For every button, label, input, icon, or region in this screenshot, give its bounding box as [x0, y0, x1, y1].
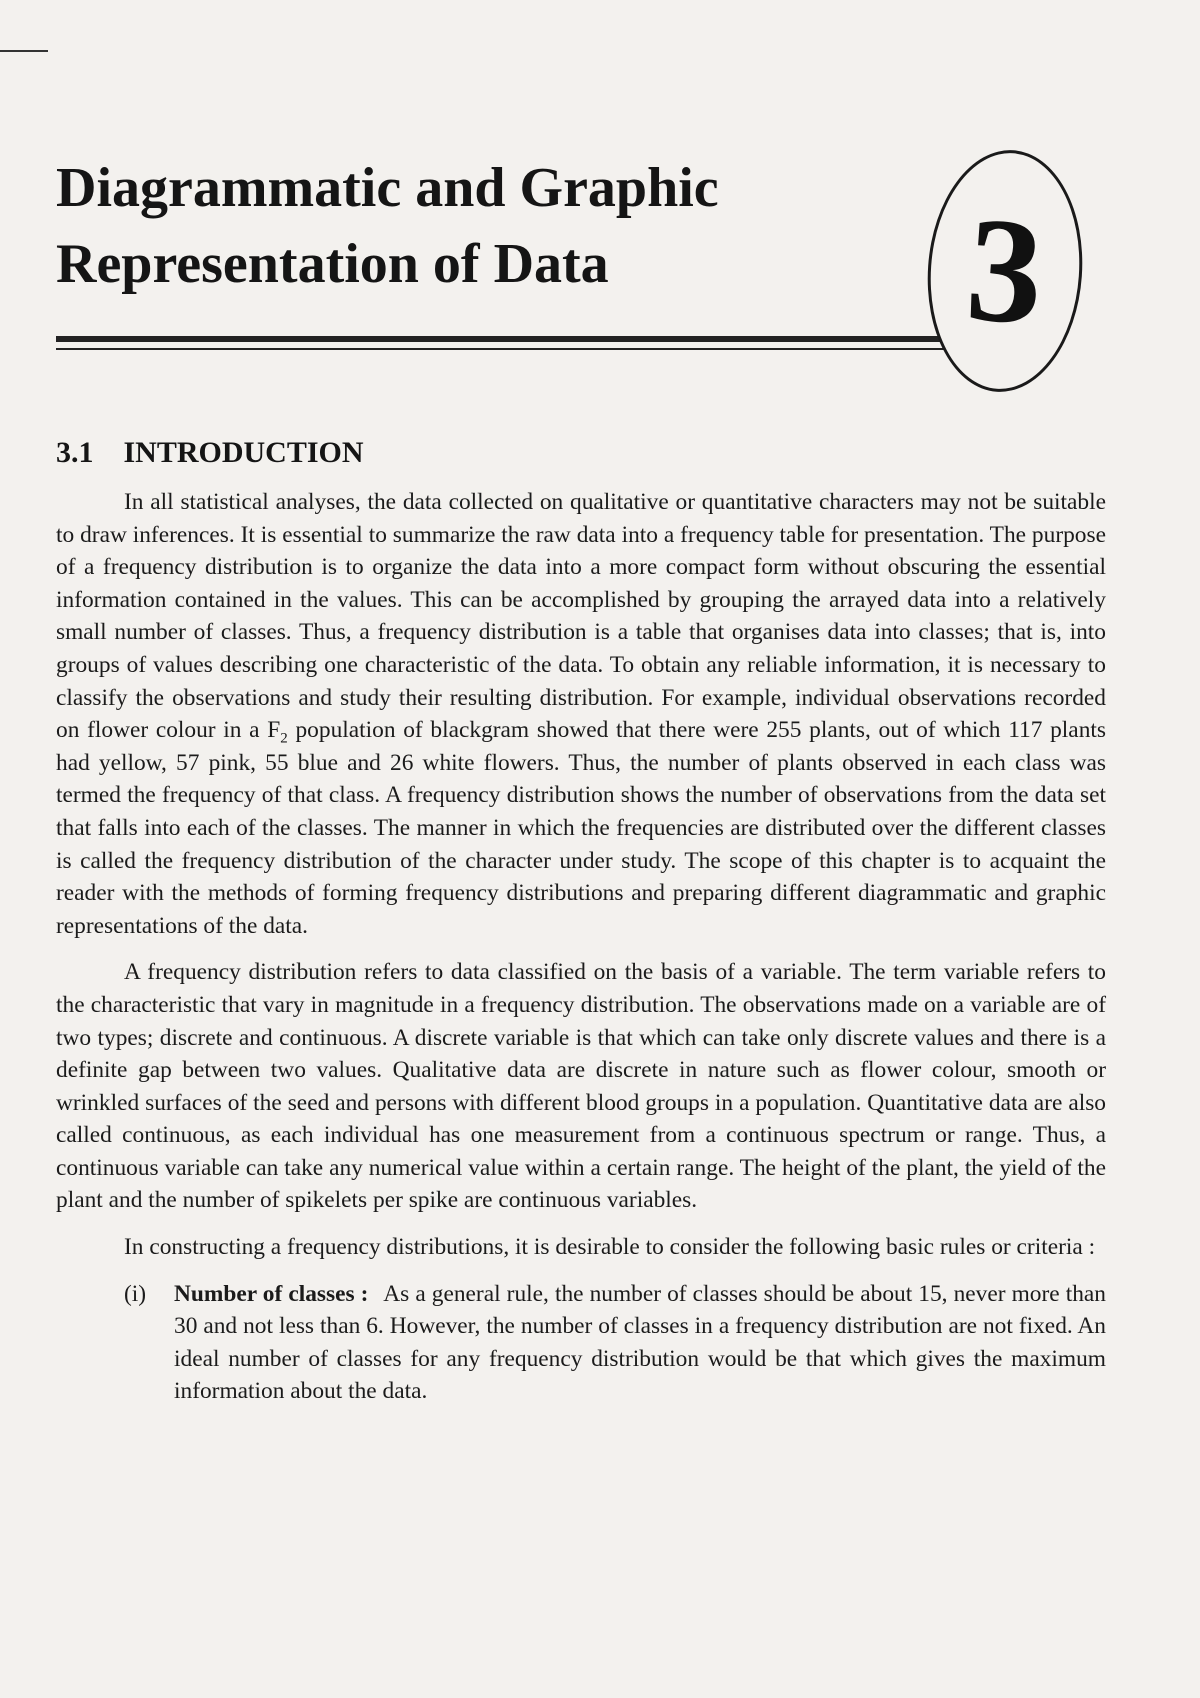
section-title: INTRODUCTION [123, 436, 364, 469]
criteria-text: As a general rule, the number of classes should be about 15, never more than 30 and not less than 6. However, the number of classes in a frequency distribution are not fixed. An ideal number of classes for any frequency distribution would be that which gives the maximum information about the data. [174, 1280, 1107, 1405]
title-rule-thick [56, 336, 956, 342]
paragraph-variables: A frequency distribution refers to data classified on the basis of a variable. The term variable refers to the characteristic that vary in magnitude in a frequency distribution. The observations made on a variable are of two types; discrete and continuous. A discrete variable is that which can take only discrete values and there is a definite gap between two values. Qualitative data are discrete in nature such as flower colour, smooth or wrinkled surfaces of the seed and persons with different blood groups in a population. Quantitative data are also called continuous, as each individual has one measurement from a continuous spectrum or range. Thus, a continuous variable can take any numerical value within a certain range. The height of the plant, the yield of the plant and the number of spikelets per spike are continuous variables. [56, 959, 1106, 1214]
title-rule-thin [56, 348, 956, 350]
body-text [56, 486, 1106, 1408]
chapter-number: 3 [961, 185, 1049, 357]
chapter-number-badge [920, 145, 1091, 397]
section-heading [56, 436, 364, 470]
criteria-list [56, 1278, 1106, 1408]
paragraph-criteria-lead: In constructing a frequency distributions, it is desirable to consider the following basic rules or criteria : [124, 1234, 1096, 1261]
criteria-item [124, 1278, 1106, 1408]
chapter-title-line-2: Representation of Data [56, 233, 609, 295]
paragraph-intro [56, 486, 1106, 942]
paragraph-intro-part-2: population of blackgram showed that there were 255 plants, out of which 117 plants had yellow, 57 pink, 55 blue and 26 white flowers. Thus, the number of plants observed in each class was termed the frequency of that class. A frequency distribution shows the number of observations from the data set that falls into each of the classes. The manner in which the frequencies are distributed over the different classes is called the frequency distribution of the character under study. The scope of this chapter is to acquaint the reader with the methods of forming frequency distributions and preparing different diagrammatic and graphic representations of the data. [56, 717, 1106, 939]
criteria-body [174, 1278, 1106, 1408]
page-edge-mark [0, 50, 48, 52]
chapter-title [56, 150, 896, 302]
criteria-term: Number of classes : [174, 1280, 369, 1307]
chapter-title-line-1: Diagrammatic and Graphic [56, 157, 719, 219]
paragraph-intro-part-1: In all statistical analyses, the data collected on qualitative or quantitative characters may not be suitable to draw inferences. It is essential to summarize the raw data into a frequency table for presentation. The purpose of a frequency distribution is to organize the data into a more compact form without obscuring the essential information contained in the values. This can be accomplished by grouping the arrayed data into a relatively small number of classes. Thus, a frequency distribution is a table that organises data into classes; that is, into groups of values describing one characteristic of the data. To obtain any reliable information, it is necessary to classify the observations and study their resulting distribution. For example, individual observations recorded on flower colour in a F [56, 489, 1106, 744]
section-number: 3.1 [56, 436, 94, 469]
subscript-generation: 2 [280, 730, 288, 747]
criteria-marker: (i) [124, 1280, 147, 1307]
